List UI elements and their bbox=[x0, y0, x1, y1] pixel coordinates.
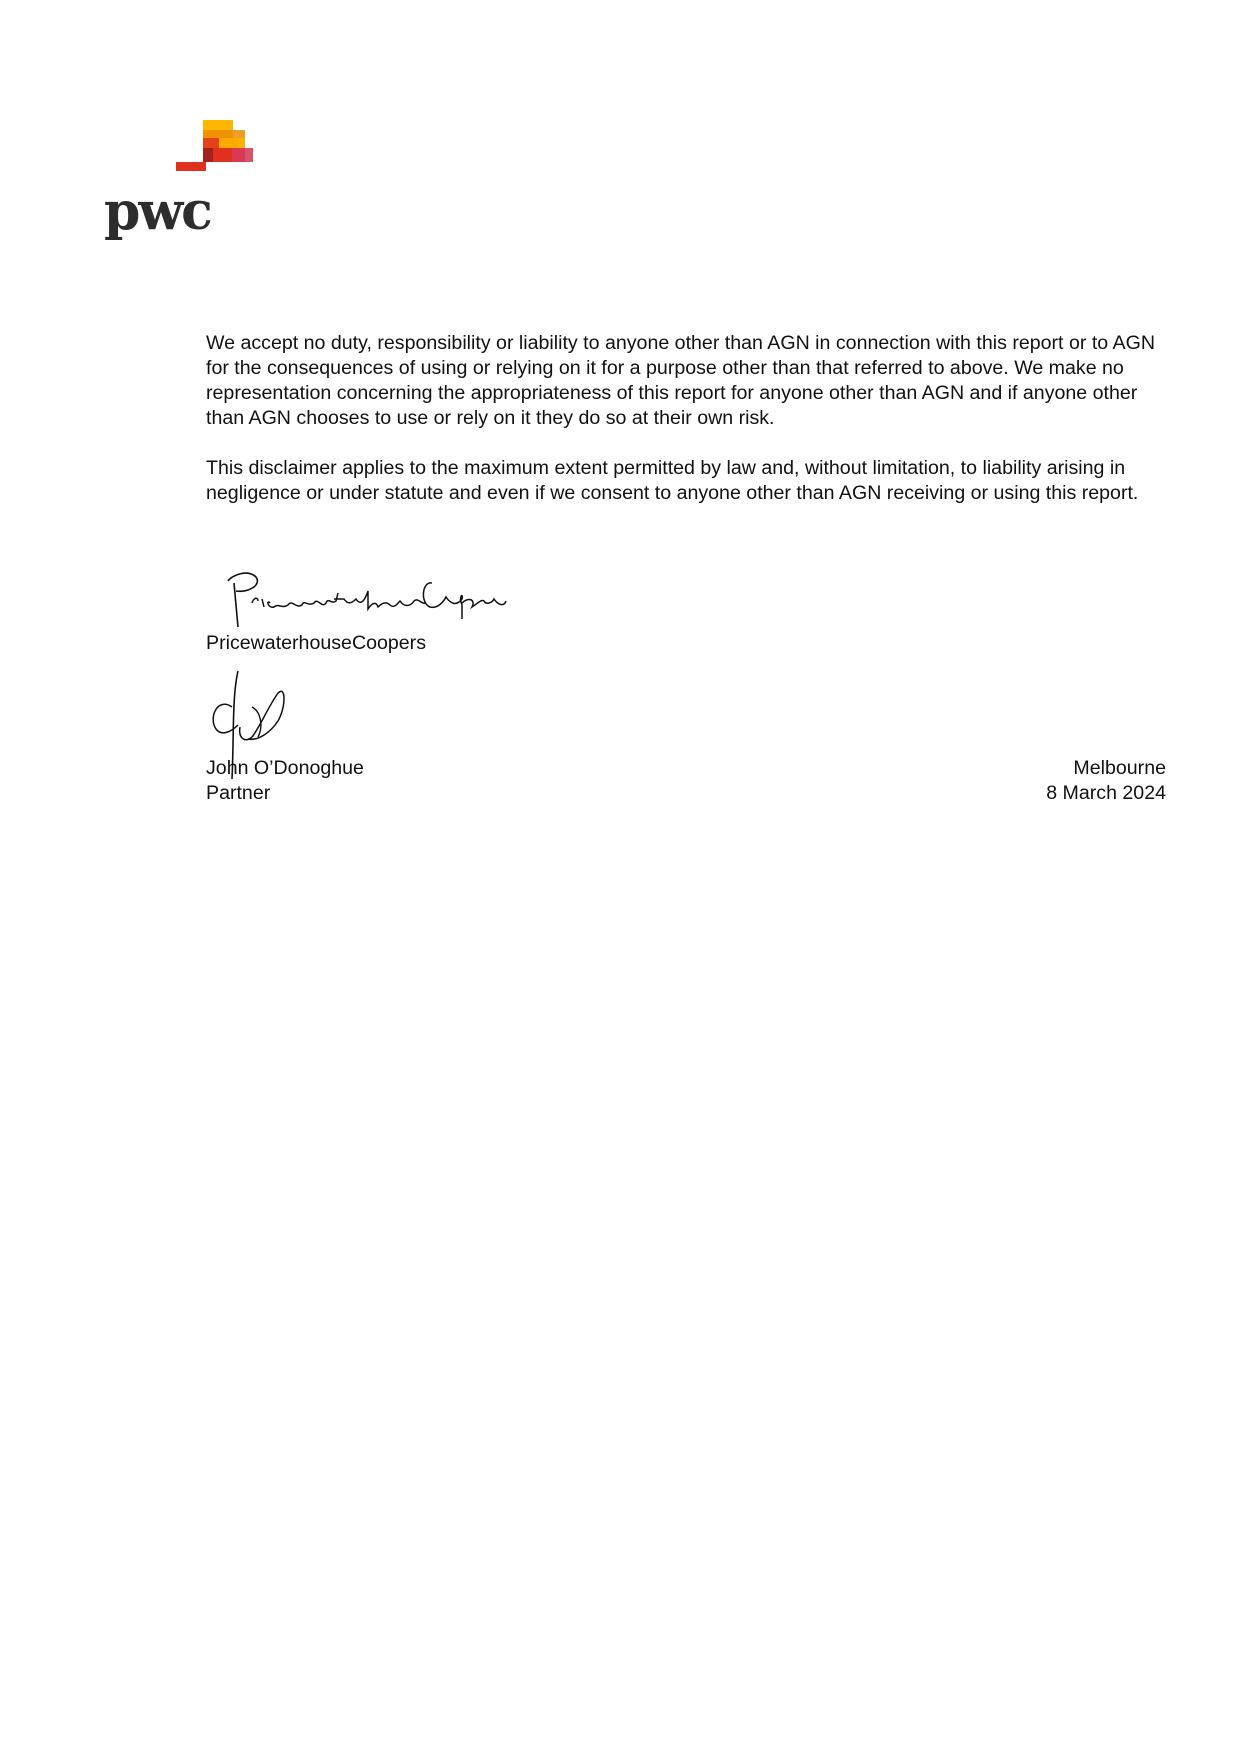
disclaimer-paragraph: We accept no duty, responsibility or liability to anyone other than AGN in connection with this report or to AGN for the consequences of using or relying on it for a purpose other than that referred to above. We make no representation concerning the appropriateness of this report for anyone other than AGN and if anyone other than AGN chooses to use or rely on it they do so at their own risk. bbox=[206, 332, 1155, 429]
firm-name: PricewaterhouseCoopers bbox=[206, 632, 426, 654]
partner-title: Partner bbox=[206, 782, 271, 804]
firm-signature bbox=[218, 563, 508, 633]
pwc-logo bbox=[104, 120, 274, 250]
signing-place: Melbourne bbox=[1073, 757, 1166, 779]
disclaimer-text bbox=[206, 331, 1166, 531]
signing-date: 8 March 2024 bbox=[1046, 782, 1166, 804]
pwc-logo-blocks bbox=[104, 120, 274, 190]
signature-block bbox=[206, 563, 1166, 823]
partner-name: John O’Donoghue bbox=[206, 757, 364, 779]
disclaimer-paragraph: This disclaimer applies to the maximum extent permitted by law and, without limitation, to liability arising in negligence or under statute and even if we consent to anyone other than AGN receiving or using this report. bbox=[206, 457, 1139, 504]
pwc-wordmark: pwc bbox=[104, 181, 211, 242]
